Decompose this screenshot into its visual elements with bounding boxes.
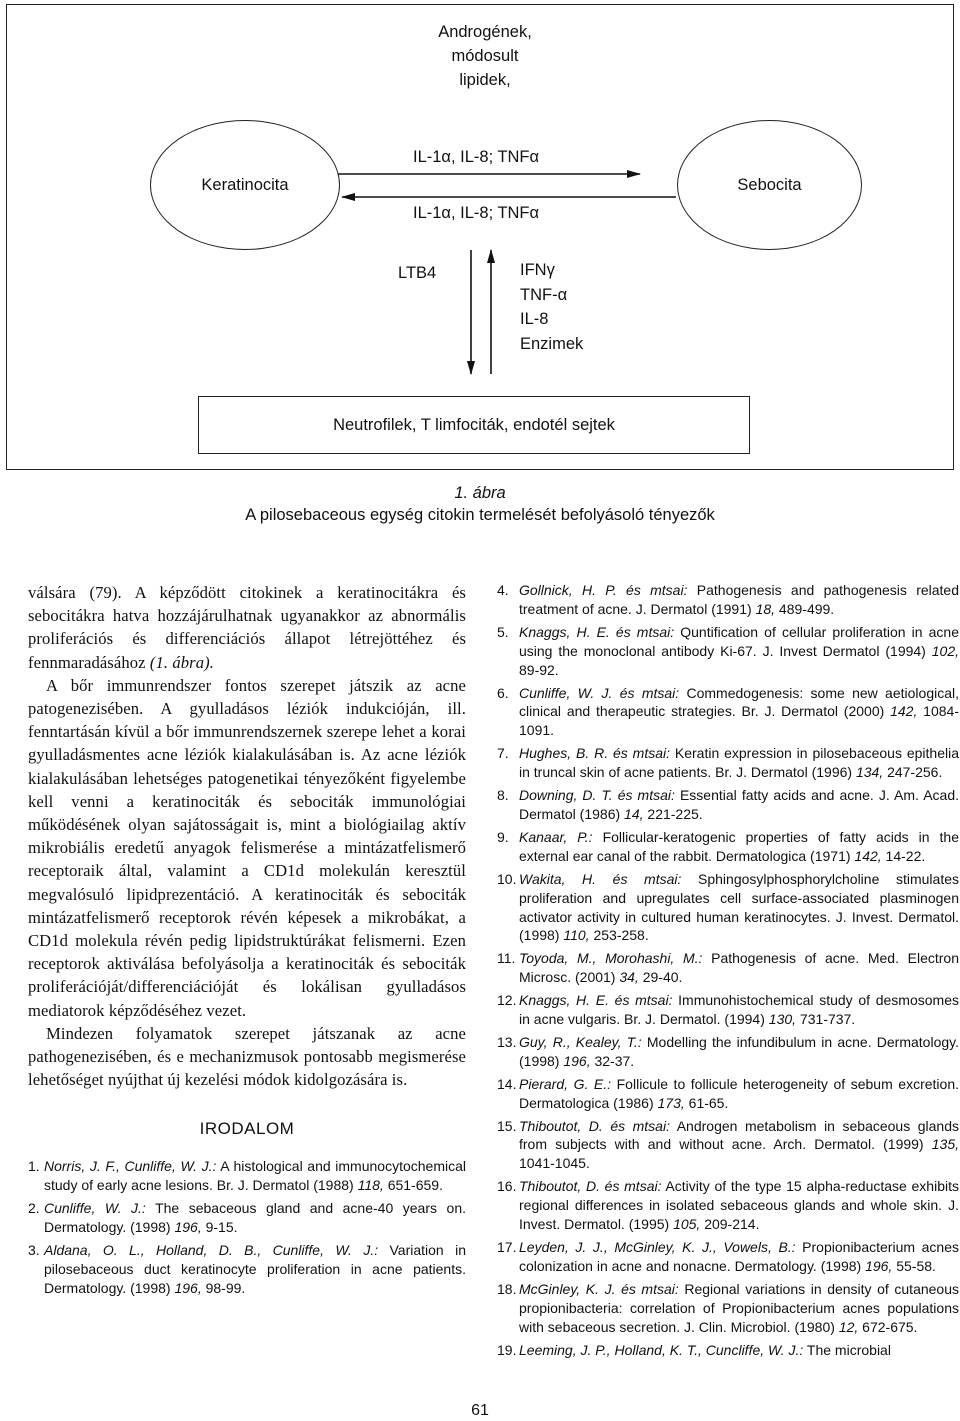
reference-text: Follicule to follicule heterogeneity of sebum excretion. Dermatologica (1986) bbox=[519, 1075, 959, 1111]
reference-volume: 110, bbox=[563, 927, 590, 944]
reference-pages: 209-214. bbox=[700, 1216, 760, 1233]
reference-authors: Cunliffe, W. J. és mtsai: bbox=[519, 684, 680, 701]
reference-number: 15. bbox=[497, 1117, 517, 1134]
reference-pages: 55-58. bbox=[892, 1257, 936, 1274]
reference-number: 14. bbox=[497, 1075, 517, 1092]
reference-authors: McGinley, K. J. és mtsai: bbox=[519, 1280, 679, 1297]
reference-authors: Hughes, B. R. és mtsai: bbox=[519, 745, 670, 762]
reference-text: Regional variations in density of cutaneous propionibacteria: correlation of Propionibacterium acnes populations with sebaceous secretion. J. Clin. Microbiol. (1980) bbox=[519, 1280, 959, 1335]
reference-volume: 134, bbox=[855, 764, 884, 781]
reference-pages: 61-65. bbox=[684, 1094, 729, 1111]
reference-pages: 651-659. bbox=[383, 1177, 443, 1194]
reference-pages: 29-40. bbox=[638, 969, 683, 986]
sebocita-label: Sebocita bbox=[737, 175, 802, 194]
mediator-item: Enzimek bbox=[520, 334, 584, 353]
reference-volume: 196, bbox=[174, 1219, 202, 1236]
reference-authors: Toyoda, M., Morohashi, M.: bbox=[519, 950, 703, 967]
reference-authors: Thiboutot, D. és mtsai: bbox=[519, 1117, 670, 1134]
reference-volume: 12, bbox=[838, 1318, 859, 1335]
reference-item bbox=[497, 870, 959, 946]
reference-authors: Guy, R., Kealey, T.: bbox=[519, 1033, 642, 1050]
neutrophil-box bbox=[198, 396, 750, 454]
reference-text: The microbial bbox=[803, 1341, 891, 1358]
reference-item bbox=[497, 581, 959, 619]
page-number: 61 bbox=[471, 1402, 489, 1419]
reference-volume: 105, bbox=[673, 1216, 701, 1233]
reference-pages: 98-99. bbox=[201, 1279, 246, 1296]
reference-item bbox=[497, 1280, 959, 1337]
reference-text: Quntification of cellular proliferation in acne using the monoclonal antibody Ki-67. J. Invest Dermatol (1994) bbox=[519, 623, 959, 659]
right-column bbox=[497, 581, 959, 1363]
reference-item bbox=[497, 949, 959, 987]
reference-authors: Knaggs, H. E. és mtsai: bbox=[519, 623, 675, 640]
reference-number: 3. bbox=[28, 1242, 40, 1259]
references-heading: IRODALOM bbox=[199, 1119, 295, 1139]
reference-item bbox=[497, 684, 959, 741]
reference-number: 7. bbox=[497, 745, 509, 762]
sebocita-node bbox=[677, 120, 862, 250]
reference-authors: Wakita, H. és mtsai: bbox=[519, 870, 682, 887]
reference-list-left bbox=[28, 1157, 466, 1297]
reference-item bbox=[28, 1241, 466, 1298]
reference-volume: 118, bbox=[357, 1177, 384, 1194]
reference-text: Propionibacterium acnes colonization in acne and nonacne. Dermatology. (1998) bbox=[519, 1239, 959, 1274]
reference-authors: Aldana, O. L., Holland, D. B., Cunliffe, W. J.: bbox=[44, 1242, 379, 1259]
ltb4-label: LTB4 bbox=[398, 264, 437, 282]
reference-item bbox=[497, 991, 959, 1029]
reference-volume: 14, bbox=[624, 805, 644, 822]
reference-text: Androgen metabolism in sebaceous glands from subjects with and without acne. Arch. Dermatol. (1999) bbox=[519, 1117, 959, 1153]
reference-item bbox=[497, 1117, 959, 1174]
reference-number: 2. bbox=[28, 1200, 40, 1217]
reference-list-right bbox=[497, 581, 959, 1359]
reference-item bbox=[497, 786, 959, 824]
reference-item bbox=[497, 744, 959, 782]
reference-volume: 196, bbox=[174, 1279, 202, 1296]
reference-number: 16. bbox=[497, 1178, 517, 1195]
reference-text: Variation in pilosebaceous duct keratinocyte proliferation in acne patients. Dermatology. (1998) bbox=[44, 1242, 466, 1296]
top-label-line: lipidek, bbox=[459, 71, 511, 89]
reference-item bbox=[497, 1033, 959, 1071]
reference-item bbox=[497, 1341, 959, 1360]
top-label bbox=[400, 20, 570, 92]
body-paragraph: Mindezen folyamatok szerepet játszanak az acne pathogenezisében, és e mechanizmusok pontosabb megismerése lehetőséget nyújthat új kezelési módok kidolgozására is. bbox=[28, 1023, 466, 1090]
keratinocita-label: Keratinocita bbox=[201, 175, 289, 194]
reference-authors: Downing, D. T. és mtsai: bbox=[519, 787, 675, 804]
reference-item bbox=[28, 1157, 466, 1195]
reference-authors: Pierard, G. E.: bbox=[519, 1075, 612, 1092]
mediator-item: IFNγ bbox=[520, 261, 555, 279]
reference-number: 1. bbox=[28, 1158, 40, 1175]
mediator-item: TNF-α bbox=[520, 285, 568, 304]
reference-volume: 135, bbox=[931, 1136, 959, 1153]
reference-text: Follicular-keratogenic properties of fatty acids in the external ear canal of the rabbit. Dermatologica (1971) bbox=[519, 828, 959, 864]
reference-text: Commedogenesis: some new aetiological, clinical and therapeutic strategies. Br. J. Dermatol (2000) bbox=[519, 684, 959, 720]
reference-text: The sebaceous gland and acne-40 years on. Dermatology. (1998) bbox=[44, 1200, 466, 1236]
reference-pages: 672-675. bbox=[858, 1318, 918, 1335]
neutrophil-label: Neutrofilek, T limfociták, endotél sejtek bbox=[333, 415, 615, 434]
caption-number: 1. ábra bbox=[454, 484, 506, 502]
reference-text: Pathogenesis of acne. Med. Electron Microsc. (2001) bbox=[519, 950, 959, 986]
reference-number: 13. bbox=[497, 1033, 517, 1050]
reference-number: 8. bbox=[497, 787, 509, 804]
reference-pages: 89-92. bbox=[519, 661, 559, 678]
reference-pages: 731-737. bbox=[796, 1011, 856, 1028]
left-column bbox=[28, 581, 466, 1302]
reference-volume: 142, bbox=[890, 703, 918, 720]
reference-pages: 32-37. bbox=[590, 1052, 635, 1069]
reference-item bbox=[497, 1238, 959, 1276]
reference-number: 6. bbox=[497, 684, 509, 701]
paragraph-text: válsára (79). A képződött citokinek a keratinocitákra és sebocitákra hatva hozzájárulhatnak ugyanakkor az abnormális proliferációs és differenciációs állapot létrejöttéhez és fennmaradásához bbox=[28, 583, 466, 672]
reference-pages: 1041-1045. bbox=[519, 1155, 590, 1172]
top-label-line: Androgének, bbox=[438, 23, 532, 41]
reference-text: A histological and immunocytochemical study of early acne lesions. Br. J. Dermatol (1988) bbox=[44, 1158, 466, 1194]
caption-title: A pilosebaceous egység citokin termelését befolyásoló tényezők bbox=[245, 506, 715, 524]
reference-authors: Knaggs, H. E. és mtsai: bbox=[519, 992, 673, 1009]
body-paragraph bbox=[28, 581, 466, 674]
arrow-label-bottom: IL-1α, IL-8; TNFα bbox=[413, 204, 540, 222]
reference-text: Activity of the type 15 alpha-reductase exhibits regional differences in isolated sebaceous glands and whole skin. J. Invest. Dermatol. (1995) bbox=[519, 1178, 959, 1233]
reference-authors: Thiboutot, D. és mtsai: bbox=[519, 1178, 662, 1195]
reference-number: 19. bbox=[497, 1341, 517, 1358]
reference-number: 17. bbox=[497, 1239, 517, 1255]
reference-pages: 253-258. bbox=[589, 927, 649, 944]
reference-volume: 18, bbox=[755, 600, 776, 617]
reference-authors: Leyden, J. J., McGinley, K. J., Vowels, B.: bbox=[519, 1239, 796, 1255]
reference-volume: 102, bbox=[931, 642, 959, 659]
figure-reference: (1. ábra). bbox=[149, 652, 214, 672]
reference-number: 12. bbox=[497, 992, 517, 1009]
reference-text: Keratin expression in pilosebaceous epithelia in truncal skin of acne patients. Br. J. Dermatol (1996) bbox=[519, 745, 959, 781]
reference-text: Sphingosylphosphorylcholine stimulates proliferation and upregulates cell surface-associated plasminogen activator activity in cultured human keratinocytes. J. Invest. Dermatol. (1998) bbox=[519, 870, 959, 944]
reference-volume: 196, bbox=[563, 1052, 591, 1069]
reference-text: Pathogenesis and pathogenesis related treatment of acne. J. Dermatol (1991) bbox=[519, 582, 959, 617]
keratinocita-node bbox=[150, 120, 340, 250]
reference-pages: 221-225. bbox=[643, 805, 703, 822]
reference-number: 11. bbox=[497, 950, 516, 967]
reference-authors: Gollnick, H. P. és mtsai: bbox=[519, 582, 688, 598]
reference-text: Essential fatty acids and acne. J. Am. Acad. Dermatol (1986) bbox=[519, 787, 959, 822]
reference-number: 10. bbox=[497, 870, 517, 887]
reference-pages: 1084-1091. bbox=[519, 703, 959, 739]
body-paragraph: A bőr immunrendszer fontos szerepet játszik az acne patogenezisében. A gyulladásos léziók indukcióján, ill. fenntartásán kívül a bőr immunrendszernek szerepe lehet a korai gyulladásmentes acne léziók kialakulásában is. Az acne léziók kialakulásában lehetséges patogenetikai tényezőként figyelembe kell venni a keratinociták és sebociták immunológiai működésének olyan sajátosságait is, mint a biológiailag aktív mikrobiális eredetű anyagok felismerése a mintázatfelismerő receptoraik által, valamint a CD1d molekulán keresztül megvalósuló lipidprezentáció. A keratinociták és sebociták mintázatfelismerő receptorok révén képesek a mikrobákat, a CD1d molekula révén pedig lipidstruktúrákat felismerni. Ezen receptorok aktiválása befolyásolja a keratinociták és sebociták proliferációját/differenciációját és lokálisan gyulladásos mediatorok képződéséhez vezet. bbox=[28, 675, 466, 1020]
figure-caption bbox=[0, 482, 960, 526]
mediator-item: IL-8 bbox=[520, 310, 549, 328]
arrow-label-top: IL-1α, IL-8; TNFα bbox=[413, 148, 540, 166]
reference-text: Immunohistochemical study of desmosomes in acne vulgaris. Br. J. Dermatol. (1994) bbox=[519, 992, 959, 1028]
reference-authors: Kanaar, P.: bbox=[519, 828, 593, 845]
reference-authors: Cunliffe, W. J.: bbox=[44, 1200, 146, 1217]
reference-volume: 34, bbox=[619, 969, 639, 986]
reference-text: Modelling the infundibulum in acne. Dermatology. (1998) bbox=[519, 1033, 959, 1069]
reference-item bbox=[28, 1199, 466, 1237]
top-label-line: módosult bbox=[451, 47, 519, 65]
reference-number: 18. bbox=[497, 1280, 517, 1297]
reference-authors: Leeming, J. P., Holland, K. T., Cuncliffe, W. J.: bbox=[519, 1341, 804, 1358]
reference-item bbox=[497, 1177, 959, 1234]
reference-item bbox=[497, 623, 959, 680]
mediators-list bbox=[520, 258, 583, 356]
reference-volume: 130, bbox=[768, 1011, 797, 1028]
reference-volume: 196, bbox=[865, 1257, 893, 1274]
reference-number: 9. bbox=[497, 828, 509, 845]
reference-pages: 489-499. bbox=[775, 600, 835, 617]
reference-volume: 173, bbox=[657, 1094, 685, 1111]
reference-item bbox=[497, 1075, 959, 1113]
reference-pages: 9-15. bbox=[201, 1219, 238, 1236]
reference-pages: 247-256. bbox=[883, 764, 943, 781]
reference-authors: Norris, J. F., Cunliffe, W. J.: bbox=[44, 1158, 217, 1175]
reference-item bbox=[497, 828, 959, 866]
reference-volume: 142, bbox=[854, 847, 882, 864]
reference-number: 4. bbox=[497, 582, 509, 598]
reference-pages: 14-22. bbox=[881, 847, 926, 864]
reference-number: 5. bbox=[497, 623, 509, 640]
